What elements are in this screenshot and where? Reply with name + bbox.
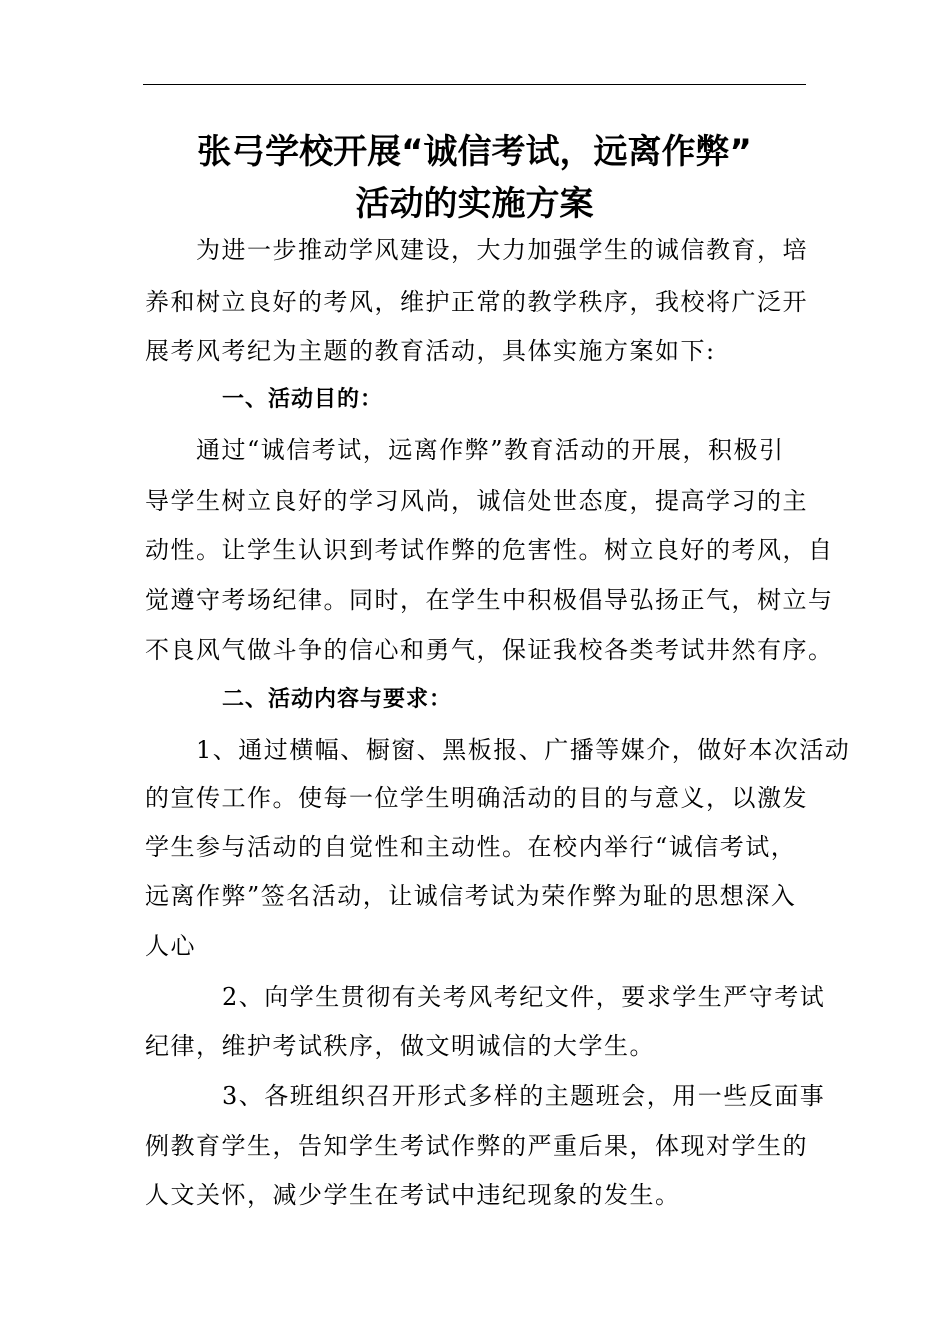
page-title: 活动的实施方案 bbox=[355, 184, 594, 224]
paragraph-line: 为进一步推动学风建设，大力加强学生的诚信教育，培 bbox=[196, 236, 808, 264]
list-item-line: 1、通过横幅、橱窗、黑板报、广播等媒介，做好本次活动 bbox=[196, 736, 851, 764]
page-title: 张弓学校开展“诚信考试，远离作弊” bbox=[197, 132, 752, 172]
list-item-line: 例教育学生，告知学生考试作弊的严重后果，体现对学生的 bbox=[145, 1132, 808, 1160]
list-item-line: 人文关怀，减少学生在考试中违纪现象的发生。 bbox=[145, 1181, 681, 1209]
section-heading: 二、活动内容与要求： bbox=[222, 687, 453, 712]
list-item-line: 纪律，维护考试秩序，做文明诚信的大学生。 bbox=[145, 1032, 655, 1060]
header-rule bbox=[143, 84, 806, 85]
list-item-line: 远离作弊”签名活动，让诚信考试为荣作弊为耻的思想深入 bbox=[145, 882, 797, 910]
list-item-line: 学生参与活动的自觉性和主动性。在校内举行“诚信考试， bbox=[145, 833, 797, 861]
list-item-line: 2、向学生贯彻有关考风考纪文件，要求学生严守考试 bbox=[222, 983, 826, 1011]
section-heading: 一、活动目的： bbox=[222, 387, 384, 412]
list-item-line: 3、各班组织召开形式多样的主题班会，用一些反面事 bbox=[222, 1082, 826, 1110]
paragraph-line: 通过“诚信考试，远离作弊”教育活动的开展，积极引 bbox=[196, 436, 785, 464]
paragraph-line: 觉遵守考场纪律。同时，在学生中积极倡导弘扬正气，树立与 bbox=[145, 586, 834, 614]
paragraph-line: 不良风气做斗争的信心和勇气，保证我校各类考试井然有序。 bbox=[145, 636, 834, 664]
paragraph-line: 导学生树立良好的学习风尚，诚信处世态度，提高学习的主 bbox=[145, 487, 808, 515]
paragraph-line: 动性。让学生认识到考试作弊的危害性。树立良好的考风，自 bbox=[145, 536, 834, 564]
list-item-line: 人心 bbox=[145, 932, 196, 960]
paragraph-line: 展考风考纪为主题的教育活动，具体实施方案如下: bbox=[145, 337, 716, 365]
paragraph-line: 养和树立良好的考风，维护正常的教学秩序，我校将广泛开 bbox=[145, 288, 808, 316]
list-item-line: 的宣传工作。使每一位学生明确活动的目的与意义，以激发 bbox=[145, 784, 808, 812]
